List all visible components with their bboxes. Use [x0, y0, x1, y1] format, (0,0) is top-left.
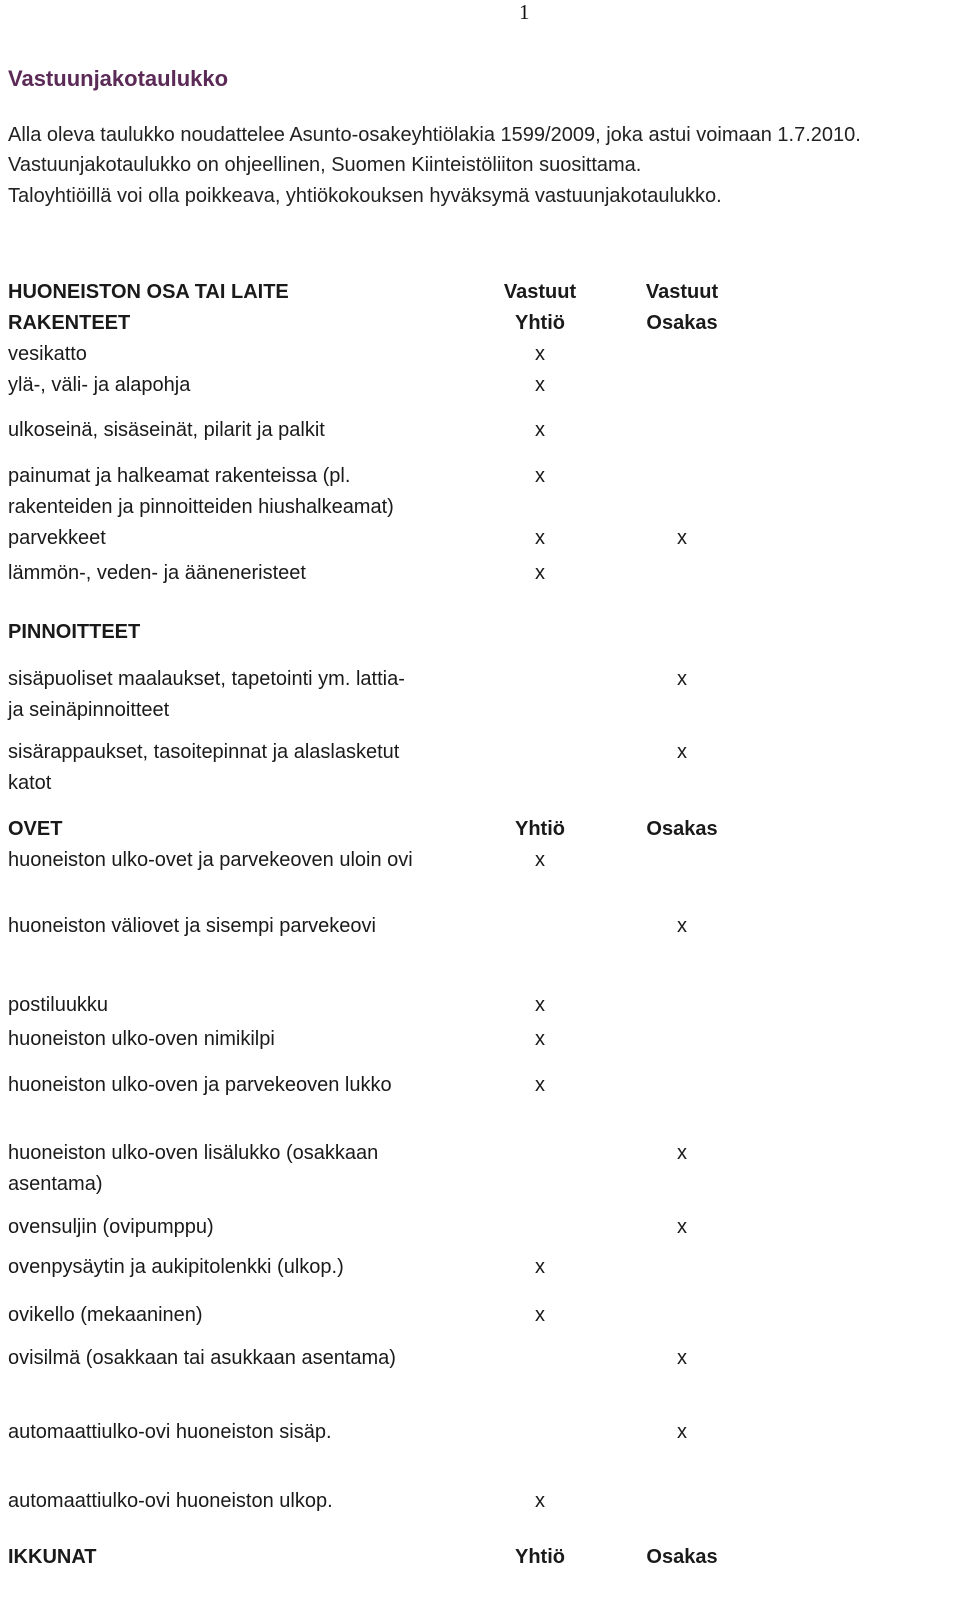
section-title: PINNOITTEET — [8, 621, 141, 643]
row-label: postiluukku — [8, 994, 109, 1016]
section-col-yhtio: Yhtiö — [515, 818, 565, 840]
yhtio-mark: x — [535, 1490, 545, 1512]
osakas-mark: x — [677, 1216, 687, 1238]
section-col-osakas: Osakas — [646, 818, 718, 840]
osakas-mark: x — [677, 1347, 687, 1369]
page-title: Vastuunjakotaulukko — [8, 66, 229, 91]
yhtio-mark: x — [535, 994, 545, 1016]
yhtio-mark: x — [535, 1028, 545, 1050]
section-title: RAKENTEET — [8, 312, 131, 334]
row-label: huoneiston ulko-ovet ja parvekeoven uloin ovi — [8, 849, 413, 871]
yhtio-mark: x — [535, 562, 545, 584]
page-number: 1 — [519, 0, 530, 24]
section-title: IKKUNAT — [8, 1546, 97, 1568]
row-label: painumat ja halkeamat rakenteissa (pl. — [8, 465, 351, 487]
osakas-mark: x — [677, 741, 687, 763]
yhtio-mark: x — [535, 527, 545, 549]
yhtio-mark: x — [535, 1256, 545, 1278]
column-header-osakas: Vastuut — [645, 281, 719, 303]
section-col-osakas: Osakas — [646, 312, 718, 334]
column-header-yhtio: Vastuut — [503, 281, 577, 303]
row-label: automaattiulko-ovi huoneiston ulkop. — [8, 1490, 333, 1512]
osakas-mark: x — [677, 1421, 687, 1443]
row-label: huoneiston ulko-oven lisälukko (osakkaan — [8, 1142, 379, 1164]
row-label: sisärappaukset, tasoitepinnat ja alaslasketut — [8, 741, 400, 763]
osakas-mark: x — [677, 527, 687, 549]
section-title: OVET — [8, 818, 63, 840]
table-header-label: HUONEISTON OSA TAI LAITE — [8, 281, 289, 303]
yhtio-mark: x — [535, 374, 545, 396]
row-label: ovisilmä (osakkaan tai asukkaan asentama) — [8, 1347, 396, 1369]
row-label: ovenpysäytin ja aukipitolenkki (ulkop.) — [8, 1256, 344, 1278]
yhtio-mark: x — [535, 419, 545, 441]
yhtio-mark: x — [535, 343, 545, 365]
yhtio-mark: x — [535, 465, 545, 487]
section-col-yhtio: Yhtiö — [515, 1546, 565, 1568]
osakas-mark: x — [677, 1142, 687, 1164]
row-label: ylä-, väli- ja alapohja — [8, 374, 191, 396]
row-label-continued: ja seinäpinnoitteet — [8, 699, 170, 721]
row-label: ovikello (mekaaninen) — [8, 1304, 203, 1326]
row-label: huoneiston ulko-oven nimikilpi — [8, 1028, 275, 1050]
row-label: ulkoseinä, sisäseinät, pilarit ja palkit — [8, 419, 325, 441]
row-label: huoneiston ulko-oven ja parvekeoven lukko — [8, 1074, 392, 1096]
osakas-mark: x — [677, 915, 687, 937]
section-col-osakas: Osakas — [646, 1546, 718, 1568]
intro-line: Vastuunjakotaulukko on ohjeellinen, Suomen Kiinteistöliiton suosittama. — [8, 154, 642, 176]
row-label-continued: katot — [8, 772, 52, 794]
row-label: automaattiulko-ovi huoneiston sisäp. — [8, 1421, 332, 1443]
row-label: lämmön-, veden- ja ääneneristeet — [8, 562, 306, 584]
yhtio-mark: x — [535, 1074, 545, 1096]
intro-line: Taloyhtiöillä voi olla poikkeava, yhtiökokouksen hyväksymä vastuunjakotaulukko. — [8, 185, 722, 207]
yhtio-mark: x — [535, 1304, 545, 1326]
section-col-yhtio: Yhtiö — [515, 312, 565, 334]
osakas-mark: x — [677, 668, 687, 690]
row-label: ovensuljin (ovipumppu) — [8, 1216, 214, 1238]
yhtio-mark: x — [535, 849, 545, 871]
row-label: parvekkeet — [8, 527, 106, 549]
row-label-continued: asentama) — [8, 1173, 103, 1195]
row-label: huoneiston väliovet ja sisempi parvekeovi — [8, 915, 376, 937]
row-label: sisäpuoliset maalaukset, tapetointi ym. lattia- — [8, 668, 405, 690]
row-label-continued: rakenteiden ja pinnoitteiden hiushalkeamat) — [8, 496, 394, 518]
row-label: vesikatto — [8, 343, 87, 365]
intro-line: Alla oleva taulukko noudattelee Asunto-osakeyhtiölakia 1599/2009, joka astui voimaan 1.7.2010. — [8, 124, 861, 146]
